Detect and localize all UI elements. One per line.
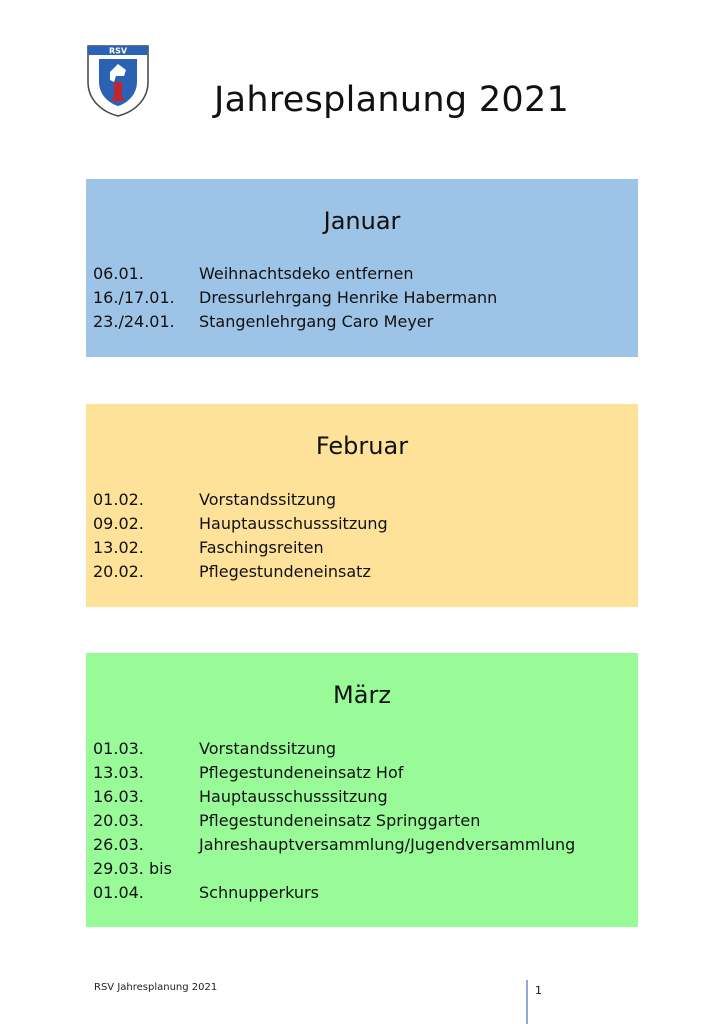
footer-divider: [526, 980, 528, 1024]
entry-event: Hauptausschusssitzung: [199, 787, 388, 806]
entry-row: [93, 785, 575, 809]
rsv-logo: [84, 42, 152, 118]
entry-event: Vorstandssitzung: [199, 490, 337, 509]
entry-date: 29.03. bis: [93, 859, 172, 878]
entry-event: Pflegestundeneinsatz: [199, 562, 371, 581]
entry-date: 20.03.: [93, 811, 144, 830]
entry-date: 26.03.: [93, 835, 144, 854]
logo-text: RSV: [108, 46, 128, 56]
entry-row: [93, 286, 497, 310]
month-title: März: [333, 681, 391, 709]
entry-date: 01.03.: [93, 739, 144, 758]
entry-row: [93, 737, 575, 761]
entry-date: 16.03.: [93, 787, 144, 806]
month-title: Januar: [323, 207, 401, 235]
entry-event: Hauptausschusssitzung: [199, 514, 388, 533]
entry-event: Schnupperkurs: [199, 883, 319, 902]
entry-row: [93, 833, 575, 857]
entries-januar: [93, 262, 497, 334]
entry-date: 13.02.: [93, 538, 144, 557]
entry-event: Dressurlehrgang Henrike Habermann: [199, 288, 498, 307]
entry-row: [93, 881, 575, 905]
entries-februar: [93, 488, 388, 584]
entry-row: [93, 536, 388, 560]
entry-event: Weihnachtsdeko entfernen: [199, 264, 414, 283]
entry-date: 09.02.: [93, 514, 144, 533]
entry-date: 16./17.01.: [93, 288, 175, 307]
entry-event: Pflegestundeneinsatz Hof: [199, 763, 404, 782]
entry-event: Pflegestundeneinsatz Springgarten: [199, 811, 481, 830]
footer-text: RSV Jahresplanung 2021: [94, 982, 218, 993]
entry-row: [93, 761, 575, 785]
entry-date: 13.03.: [93, 763, 144, 782]
entry-date: 01.04.: [93, 883, 144, 902]
entry-event: Vorstandssitzung: [199, 739, 337, 758]
page-number: 1: [535, 984, 542, 997]
entry-row: [93, 560, 388, 584]
entry-date: 01.02.: [93, 490, 144, 509]
page-title: Jahresplanung 2021: [214, 80, 570, 120]
entry-row: [93, 857, 575, 881]
entries-maerz: [93, 737, 575, 905]
entry-date: 23./24.01.: [93, 312, 175, 331]
entry-event: Jahreshauptversammlung/Jugendversammlung: [199, 835, 576, 854]
entry-date: 20.02.: [93, 562, 144, 581]
entry-row: [93, 809, 575, 833]
month-title: Februar: [315, 432, 409, 460]
entry-row: [93, 512, 388, 536]
entry-date: 06.01.: [93, 264, 144, 283]
entry-row: [93, 262, 497, 286]
entry-row: [93, 488, 388, 512]
entry-row: [93, 310, 497, 334]
entry-event: Stangenlehrgang Caro Meyer: [199, 312, 434, 331]
entry-event: Faschingsreiten: [199, 538, 324, 557]
